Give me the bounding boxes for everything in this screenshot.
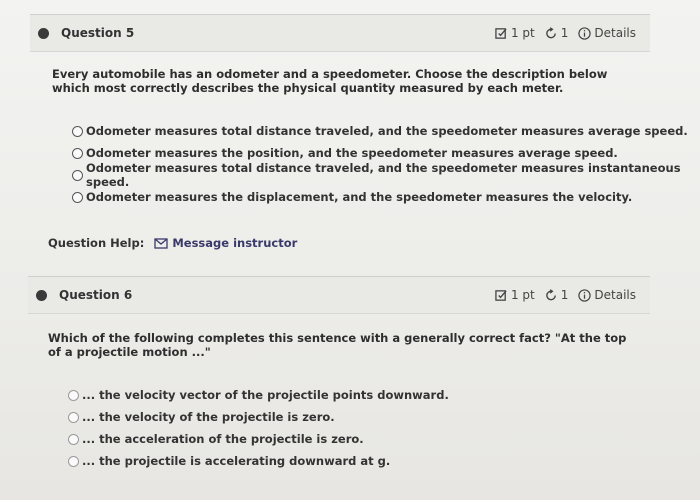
points-value: 1 pt bbox=[510, 288, 535, 302]
message-instructor-link[interactable] bbox=[154, 236, 297, 250]
radio-button[interactable] bbox=[68, 390, 79, 401]
retry-icon bbox=[545, 27, 558, 40]
question-5-header bbox=[30, 14, 650, 52]
radio-button[interactable] bbox=[72, 192, 83, 203]
answer-option[interactable] bbox=[72, 161, 700, 189]
points-value: 1 pt bbox=[510, 26, 535, 40]
option-label: ... the projectile is accelerating downward at g. bbox=[82, 454, 391, 468]
answer-option[interactable] bbox=[68, 384, 449, 406]
option-label: ... the velocity of the projectile is zero. bbox=[82, 410, 335, 424]
checkbox-edit-icon bbox=[495, 289, 508, 302]
question-title: Question 5 bbox=[61, 26, 135, 40]
option-label: Odometer measures the displacement, and the speedometer measures the velocity. bbox=[86, 190, 633, 204]
question-5-options bbox=[72, 120, 700, 208]
info-circle-icon[interactable] bbox=[578, 27, 591, 40]
message-instructor-label: Message instructor bbox=[172, 236, 298, 250]
details-link[interactable]: Details bbox=[594, 288, 636, 302]
question-6-options bbox=[68, 384, 449, 472]
radio-button[interactable] bbox=[68, 434, 79, 445]
question-bullet bbox=[36, 290, 47, 301]
question-help-label: Question Help: bbox=[48, 236, 145, 250]
info-circle-icon[interactable] bbox=[578, 289, 591, 302]
question-meta bbox=[495, 26, 636, 40]
answer-option[interactable] bbox=[68, 406, 449, 428]
question-5-prompt: Every automobile has an odometer and a speedometer. Choose the description below which most correctly describes the physical quantity measured by each meter. bbox=[52, 67, 608, 95]
question-6-header bbox=[28, 276, 650, 314]
attempts-value: 1 bbox=[560, 288, 569, 302]
attempts-value: 1 bbox=[560, 26, 569, 40]
radio-button[interactable] bbox=[68, 456, 79, 467]
radio-button[interactable] bbox=[72, 148, 83, 159]
answer-option[interactable] bbox=[72, 186, 700, 208]
question-meta bbox=[495, 288, 636, 302]
option-label: Odometer measures total distance traveled, and the speedometer measures average speed. bbox=[86, 124, 688, 138]
option-label: ... the acceleration of the projectile is zero. bbox=[82, 432, 364, 446]
envelope-icon bbox=[154, 238, 168, 249]
question-bullet bbox=[38, 28, 49, 39]
answer-option[interactable] bbox=[72, 120, 700, 142]
option-label: Odometer measures the position, and the speedometer measures average speed. bbox=[86, 146, 618, 160]
option-label: Odometer measures total distance traveled, and the speedometer measures instantaneous speed. bbox=[86, 161, 681, 189]
retry-icon bbox=[545, 289, 558, 302]
question-title: Question 6 bbox=[59, 288, 133, 302]
checkbox-edit-icon bbox=[495, 27, 508, 40]
answer-option[interactable] bbox=[68, 450, 449, 472]
radio-button[interactable] bbox=[68, 412, 79, 423]
question-help bbox=[48, 236, 297, 250]
answer-option[interactable] bbox=[68, 428, 449, 450]
radio-button[interactable] bbox=[72, 170, 83, 181]
option-label: ... the velocity vector of the projectile points downward. bbox=[82, 388, 449, 402]
radio-button[interactable] bbox=[72, 126, 83, 137]
details-link[interactable]: Details bbox=[594, 26, 636, 40]
question-6-prompt: Which of the following completes this sentence with a generally correct fact? "At the top of a projectile motion ..." bbox=[48, 331, 627, 359]
